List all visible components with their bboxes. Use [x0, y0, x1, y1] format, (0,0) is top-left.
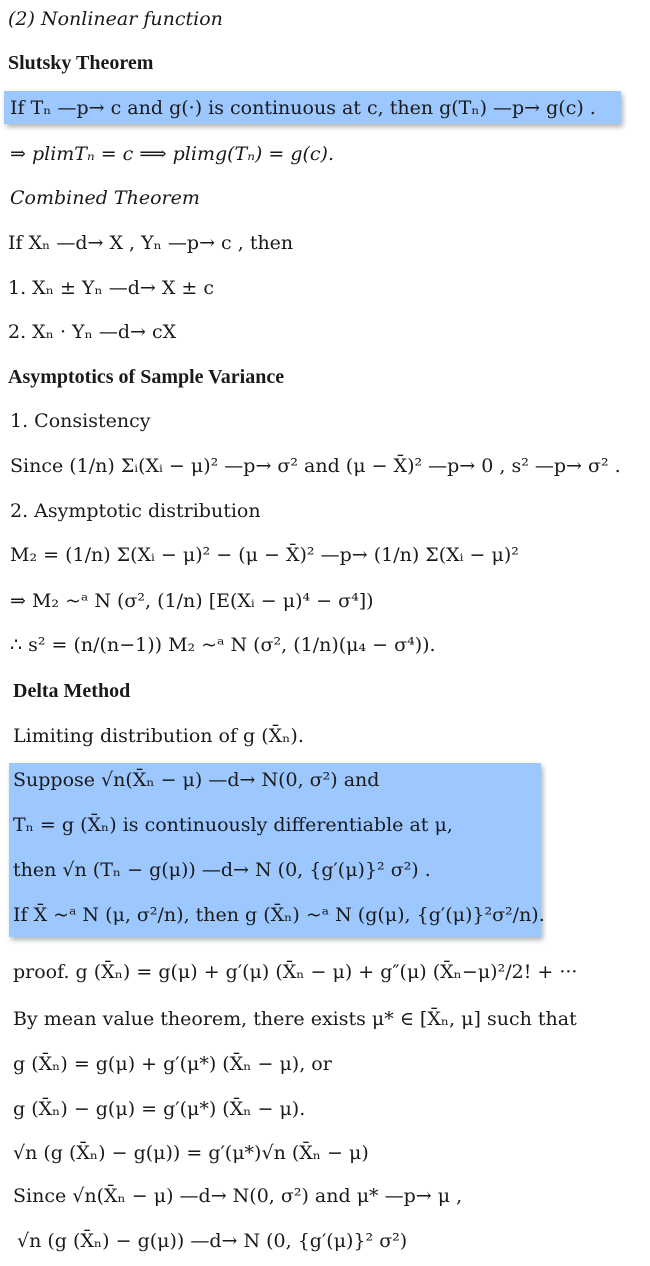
s2-asymptotic-normal [0, 630, 650, 660]
heading-combined-theorem [0, 183, 650, 213]
line-text: Suppose √n(X̄ₙ − μ) —d→ N(0, σ²) and [13, 769, 380, 791]
line-text: If X̄ ~ᵃ N (μ, σ²/n), then g (X̄ₙ) ~ᵃ N (g(μ), {g′(μ)}²σ²/n). [13, 904, 545, 926]
heading-asymptotics-sample-variance [0, 362, 650, 392]
m2-asymptotic-normal [0, 586, 650, 616]
line-text: √n (g (X̄ₙ) − g(μ)) = g′(μ*)√n (X̄ₙ − μ) [13, 1142, 369, 1164]
line-text: 2. Asymptotic distribution [10, 500, 261, 522]
mvt-equation-2 [0, 1094, 650, 1124]
limiting-distribution-line [0, 721, 650, 751]
asymptotic-distribution-heading [0, 496, 650, 526]
slutsky-plim-line [0, 139, 650, 169]
line-text: Since (1/n) Σᵢ(Xᵢ − μ)² —p→ σ² and (μ − X̄)² —p→ 0 , s² —p→ σ² . [10, 455, 621, 477]
line-text: Slutsky Theorem [8, 52, 154, 74]
m2-equation [0, 540, 650, 570]
since-convergence-line [0, 1181, 650, 1211]
line-text: ⇒ plimTₙ = c ⟹ plimg(Tₙ) = g(c). [10, 143, 334, 165]
line-text: Tₙ = g (X̄ₙ) is continuously differentiable at μ, [13, 814, 453, 836]
section-title-nonlinear-function [0, 4, 650, 34]
proof-taylor-expansion [0, 957, 650, 987]
heading-delta-method [0, 676, 650, 706]
line-text: Limiting distribution of g (X̄ₙ). [13, 725, 304, 747]
line-text: proof. g (X̄ₙ) = g(μ) + g′(μ) (X̄ₙ − μ) + g″(μ) (X̄ₙ−μ)²/2! + ··· [13, 961, 578, 983]
line-text: Combined Theorem [10, 187, 200, 209]
line-text: M₂ = (1/n) Σ(Xᵢ − μ)² − (μ − X̄)² —p→ (1/n) Σ(Xᵢ − μ)² [10, 544, 519, 566]
line-text: Delta Method [13, 680, 131, 702]
line-text: g (X̄ₙ) − g(μ) = g′(μ*) (X̄ₙ − μ). [13, 1098, 306, 1120]
combined-theorem-premise [0, 228, 650, 258]
line-text: ⇒ M₂ ~ᵃ N (σ², (1/n) [E(Xᵢ − μ)⁴ − σ⁴]) [10, 590, 374, 612]
line-text: √n (g (X̄ₙ) − g(μ)) —d→ N (0, {g′(μ)}² σ²) [17, 1230, 408, 1252]
consistency-statement [0, 451, 650, 481]
delta-conclusion-line [0, 855, 650, 885]
combined-theorem-item-2 [0, 317, 650, 347]
line-text: Since √n(X̄ₙ − μ) —d→ N(0, σ²) and μ* —p→ μ , [13, 1185, 463, 1207]
consistency-heading [0, 406, 650, 436]
line-text: ∴ s² = (n/(n−1)) M₂ ~ᵃ N (σ², (1/n)(μ₄ − σ⁴)). [10, 634, 436, 656]
line-text: 1. Consistency [10, 410, 151, 432]
line-text: If Xₙ —d→ X , Yₙ —p→ c , then [8, 232, 294, 254]
line-text: By mean value theorem, there exists μ* ∈ [X̄ₙ, μ] such that [13, 1008, 577, 1030]
combined-theorem-item-1 [0, 273, 650, 303]
delta-approximation-line [0, 900, 650, 930]
mean-value-theorem-line [0, 1004, 650, 1034]
heading-slutsky-theorem [0, 48, 650, 78]
slutsky-statement [0, 93, 650, 123]
line-text: (2) Nonlinear function [8, 8, 223, 30]
line-text: 2. Xₙ · Yₙ —d→ cX [8, 321, 177, 343]
line-text: then √n (Tₙ − g(μ)) —d→ N (0, {g′(μ)}² σ²) . [13, 859, 431, 881]
line-text: g (X̄ₙ) = g(μ) + g′(μ*) (X̄ₙ − μ), or [13, 1053, 332, 1075]
line-text: If Tₙ —p→ c and g(·) is continuous at c, then g(Tₙ) —p→ g(c) . [10, 97, 596, 119]
delta-final-result [0, 1226, 650, 1256]
delta-differentiable-line [0, 810, 650, 840]
mvt-equation-3 [0, 1138, 650, 1168]
delta-suppose-line [0, 765, 650, 795]
mvt-equation-1 [0, 1049, 650, 1079]
line-text: Asymptotics of Sample Variance [8, 366, 285, 388]
line-text: 1. Xₙ ± Yₙ —d→ X ± c [8, 277, 215, 299]
